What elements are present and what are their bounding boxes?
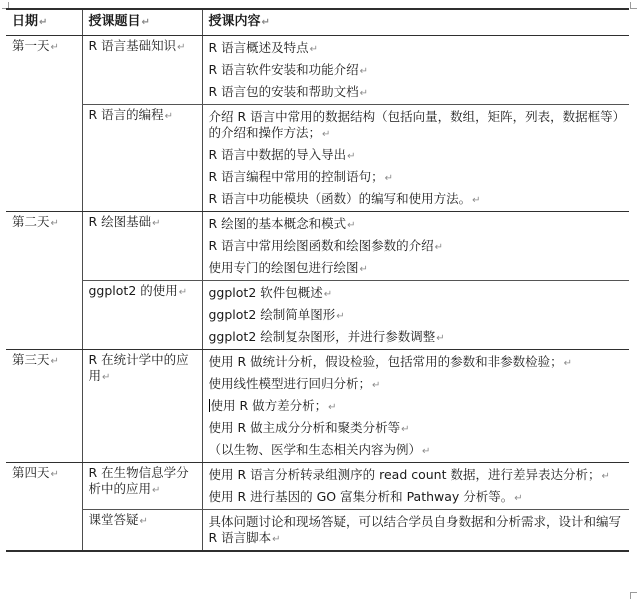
cell-text: 使用 R 做主成分分析和聚类分析等 xyxy=(208,420,401,435)
content-line xyxy=(209,440,624,462)
cell-text: （以生物、医学和生态相关内容为例） xyxy=(208,442,422,457)
cell-text: 第一天 xyxy=(12,38,50,53)
content-cell xyxy=(202,36,629,105)
cell-text: R 语言中数据的导入导出 xyxy=(208,147,347,162)
paragraph-mark: ↵ xyxy=(141,17,150,28)
text-cursor xyxy=(209,399,210,412)
paragraph-mark: ↵ xyxy=(347,220,356,231)
course-schedule-table xyxy=(6,8,629,552)
content-line xyxy=(209,145,624,167)
content-line xyxy=(209,60,624,82)
topic-cell xyxy=(82,463,202,510)
paragraph-mark: ↵ xyxy=(152,485,161,496)
corner-mark-bottom-right xyxy=(630,592,637,599)
paragraph-mark: ↵ xyxy=(272,534,281,545)
paragraph-mark: ↵ xyxy=(514,493,523,504)
paragraph-mark: ↵ xyxy=(563,358,573,369)
topic-cell xyxy=(82,281,202,350)
cell-text: R 在统计学中的应用 xyxy=(88,352,189,383)
day-cell xyxy=(6,350,82,463)
content-line xyxy=(209,283,624,305)
header-topic xyxy=(82,9,202,36)
table-row xyxy=(6,463,629,510)
paragraph-mark: ↵ xyxy=(50,218,59,229)
paragraph-mark: ↵ xyxy=(436,333,445,344)
day-cell xyxy=(6,36,82,212)
cell-text: R 语言基础知识 xyxy=(88,38,177,53)
cell-text: R 语言编程中常用的控制语句； xyxy=(208,169,384,184)
topic-cell xyxy=(82,212,202,281)
table-row xyxy=(6,212,629,281)
content-cell xyxy=(202,510,629,552)
cell-text: 使用 R 进行基因的 GO 富集分析和 Pathway 分析等。 xyxy=(208,489,514,504)
cell-text: R 在生物信息学分析中的应用 xyxy=(88,465,189,496)
content-line xyxy=(209,214,624,236)
table-row xyxy=(6,510,629,552)
content-cell xyxy=(202,105,629,212)
cell-text: 介绍 R 语言中常用的数据结构（包括向量，数组，矩阵，列表，数据框等）的介绍和操作方法； xyxy=(208,109,619,140)
paragraph-mark: ↵ xyxy=(50,356,59,367)
table-row xyxy=(6,105,629,212)
cell-text: ggplot2 绘制复杂图形，并进行参数调整 xyxy=(208,329,436,344)
topic-cell xyxy=(82,105,202,212)
cell-text: 使用 R 做统计分析，假设检验，包括常用的参数和非参数检验； xyxy=(208,354,563,369)
header-content xyxy=(202,9,629,36)
paragraph-mark: ↵ xyxy=(401,424,410,435)
paragraph-mark: ↵ xyxy=(50,469,59,480)
content-line xyxy=(209,107,624,145)
cell-text: 使用专门的绘图包进行绘图 xyxy=(208,260,359,275)
cell-text: 使用线性模型进行回归分析； xyxy=(208,376,372,391)
paragraph-mark: ↵ xyxy=(177,42,186,53)
content-line xyxy=(209,258,624,280)
cell-text: 第二天 xyxy=(12,214,50,229)
content-cell xyxy=(202,350,629,463)
content-line xyxy=(209,396,624,418)
paragraph-mark: ↵ xyxy=(472,195,481,206)
cell-text: 使用 R 做方差分析； xyxy=(210,398,328,413)
paragraph-mark: ↵ xyxy=(322,129,331,140)
paragraph-mark: ↵ xyxy=(323,289,333,300)
paragraph-mark: ↵ xyxy=(164,111,174,122)
paragraph-mark: ↵ xyxy=(359,264,368,275)
header-date xyxy=(6,9,82,36)
cell-text: 授课内容 xyxy=(208,14,261,29)
cell-text: 第四天 xyxy=(12,465,50,480)
table-row xyxy=(6,36,629,105)
cell-text: R 绘图的基本概念和模式 xyxy=(208,216,347,231)
paragraph-mark: ↵ xyxy=(178,287,188,298)
content-line xyxy=(209,167,624,189)
content-cell xyxy=(202,281,629,350)
content-line xyxy=(209,352,624,374)
cell-text: R 绘图基础 xyxy=(88,214,152,229)
cell-text: R 语言的编程 xyxy=(88,107,164,122)
paragraph-mark: ↵ xyxy=(336,311,345,322)
cell-text: 日期 xyxy=(12,14,39,29)
content-line xyxy=(209,487,624,509)
corner-mark-top-right xyxy=(630,2,637,9)
cell-text: 第三天 xyxy=(12,352,50,367)
paragraph-mark: ↵ xyxy=(359,88,369,99)
paragraph-mark: ↵ xyxy=(422,446,431,457)
paragraph-mark: ↵ xyxy=(152,218,161,229)
table-row xyxy=(6,350,629,463)
content-line xyxy=(209,418,624,440)
cell-text: R 语言包的安装和帮助文档 xyxy=(208,84,359,99)
paragraph-mark: ↵ xyxy=(39,17,48,28)
paragraph-mark: ↵ xyxy=(328,402,337,413)
cell-text: R 语言中功能模块（函数）的编写和使用方法。 xyxy=(208,191,472,206)
content-cell xyxy=(202,212,629,281)
cell-text: R 语言中常用绘图函数和绘图参数的介绍 xyxy=(208,238,434,253)
cell-text: ggplot2 软件包概述 xyxy=(208,285,323,300)
paragraph-mark: ↵ xyxy=(347,151,356,162)
topic-cell xyxy=(82,510,202,552)
paragraph-mark: ↵ xyxy=(139,516,148,527)
cell-text: R 语言概述及特点 xyxy=(208,40,309,55)
paragraph-mark: ↵ xyxy=(102,372,111,383)
content-line xyxy=(209,465,624,487)
cell-text: 具体问题讨论和现场答疑，可以结合学员自身数据和分析需求，设计和编写 R 语言脚本 xyxy=(208,514,622,545)
paragraph-mark: ↵ xyxy=(261,17,270,28)
cell-text: R 语言软件安装和功能介绍 xyxy=(208,62,359,77)
content-line xyxy=(209,38,624,60)
paragraph-mark: ↵ xyxy=(309,44,319,55)
cell-text: 课堂答疑 xyxy=(88,512,139,527)
content-line xyxy=(209,327,624,349)
content-line xyxy=(209,305,624,327)
table-header-row xyxy=(6,9,629,36)
cell-text: ggplot2 的使用 xyxy=(88,283,178,298)
day-cell xyxy=(6,212,82,350)
content-line xyxy=(209,189,624,211)
table-row xyxy=(6,281,629,350)
topic-cell xyxy=(82,350,202,463)
paragraph-mark: ↵ xyxy=(434,242,444,253)
content-line xyxy=(209,82,624,104)
paragraph-mark: ↵ xyxy=(384,173,394,184)
paragraph-mark: ↵ xyxy=(359,66,369,77)
paragraph-mark: ↵ xyxy=(601,471,610,482)
content-line xyxy=(209,374,624,396)
day-cell xyxy=(6,463,82,552)
paragraph-mark: ↵ xyxy=(50,42,59,53)
cell-text: ggplot2 绘制简单图形 xyxy=(208,307,336,322)
content-line xyxy=(209,236,624,258)
content-cell xyxy=(202,463,629,510)
topic-cell xyxy=(82,36,202,105)
paragraph-mark: ↵ xyxy=(372,380,381,391)
content-line xyxy=(209,512,624,550)
cell-text: 使用 R 语言分析转录组测序的 read count 数据，进行差异表达分析； xyxy=(208,467,601,482)
cell-text: 授课题目 xyxy=(88,14,141,29)
